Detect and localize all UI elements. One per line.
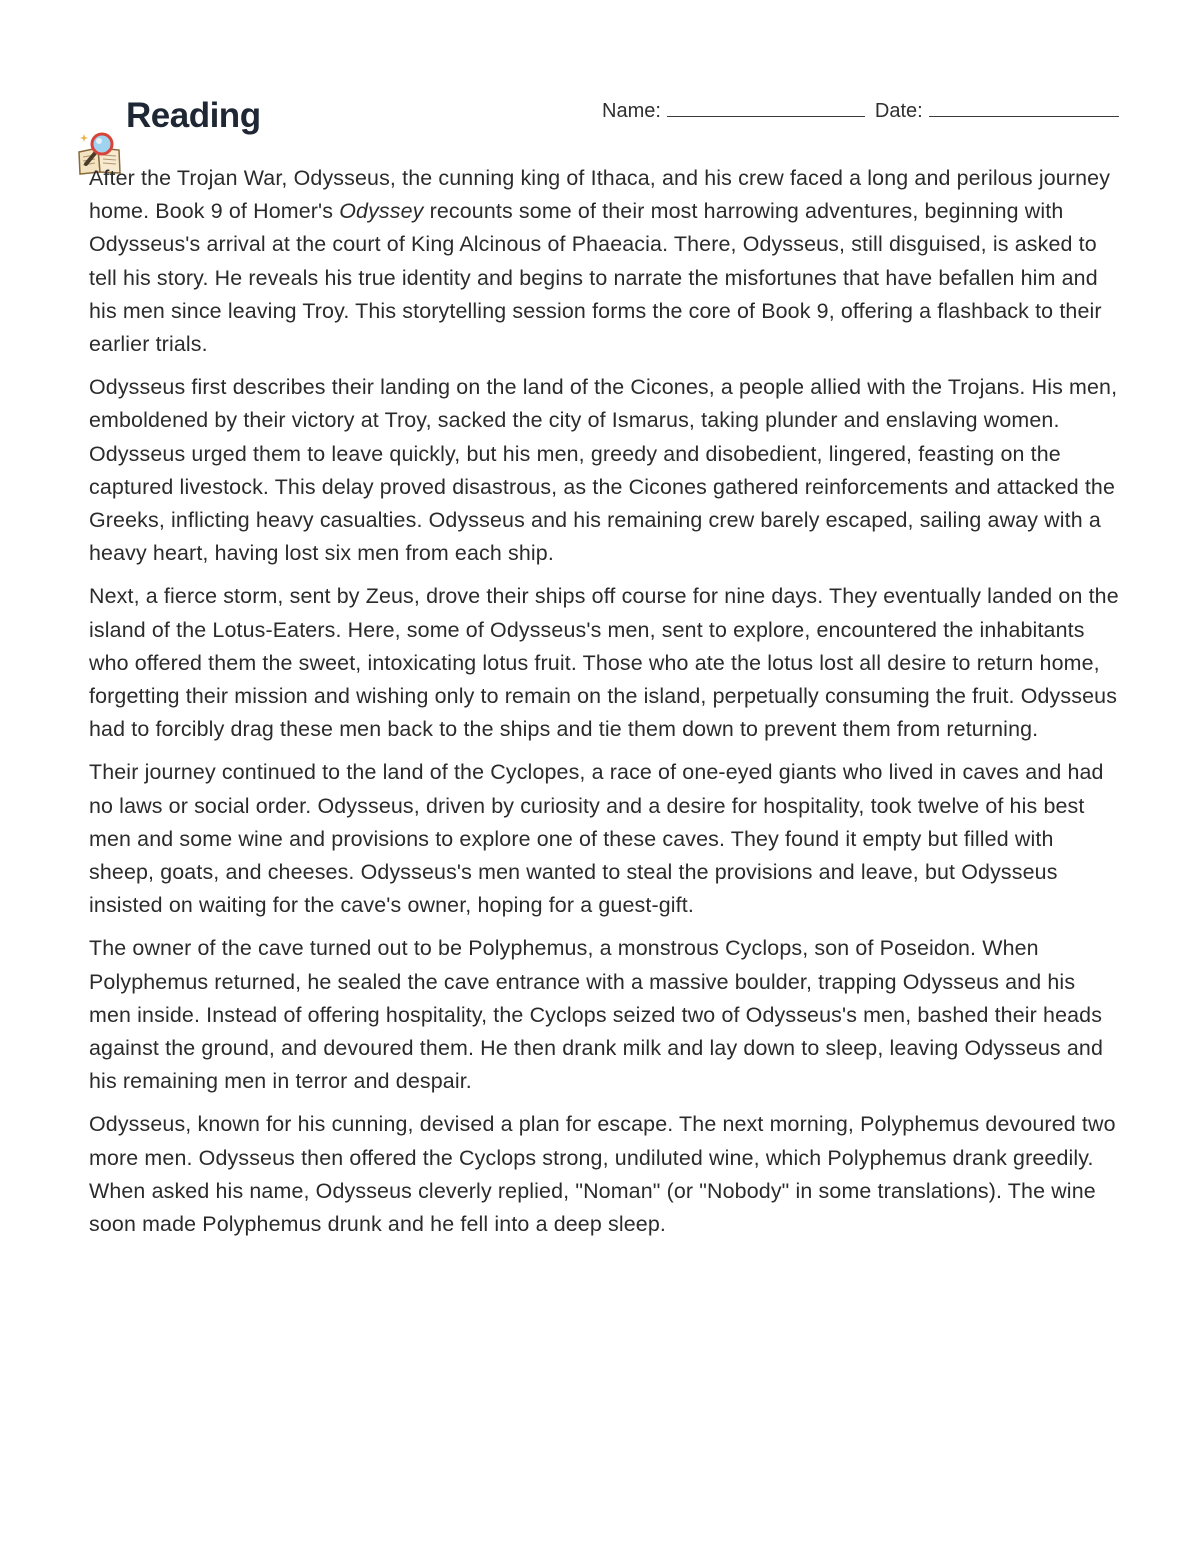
worksheet-header [0,0,1200,140]
book-title-emphasis: Odyssey [339,199,424,224]
reading-passage [89,162,1119,1251]
paragraph-2: Odysseus first describes their landing on the land of the Cicones, a people allied with the Trojans. His men, emboldened by their victory at Troy, sacked the city of Ismarus, taking plunder and enslaving women. Odysseus urged them to leave quickly, but his men, greedy and disobedient, lingered, feasting on the captured livestock. This delay proved disastrous, as the Cicones gathered reinforcements and attacked the Greeks, inflicting heavy casualties. Odysseus and his remaining crew barely escaped, sailing away with a heavy heart, having lost six men from each ship. [89,375,1118,566]
paragraph-3: Next, a fierce storm, sent by Zeus, drove their ships off course for nine days. They eventually landed on the island of the Lotus-Eaters. Here, some of Odysseus's men, sent to explore, encountered the inhabitants who offered them the sweet, intoxicating lotus fruit. Those who ate the lotus lost all desire to return home, forgetting their mission and wishing only to remain on the island, perpetually consuming the fruit. Odysseus had to forcibly drag these men back to the ships and tie them down to prevent them from returning. [89,584,1119,742]
date-blank[interactable] [929,96,1119,117]
name-blank[interactable] [667,96,865,117]
paragraph-1 [89,162,1119,361]
paragraph-6: Odysseus, known for his cunning, devised a plan for escape. The next morning, Polyphemus devoured two more men. Odysseus then offered the Cyclops strong, undiluted wine, which Polyphemus drank greedily. When asked his name, Odysseus cleverly replied, "Noman" (or "Nobody" in some translations). The wine soon made Polyphemus drunk and he fell into a deep sleep. [89,1112,1116,1237]
paragraph-4: Their journey continued to the land of the Cyclopes, a race of one-eyed giants who lived in caves and had no laws or social order. Odysseus, driven by curiosity and a desire for hospitality, took twelve of his best men and some wine and provisions to explore one of these caves. They found it empty but filled with sheep, goats, and cheeses. Odysseus's men wanted to steal the provisions and leave, but Odysseus insisted on waiting for the cave's owner, hoping for a guest-gift. [89,760,1104,918]
paragraph-5: The owner of the cave turned out to be Polyphemus, a monstrous Cyclops, son of Poseidon. When Polyphemus returned, he sealed the cave entrance with a massive boulder, trapping Odysseus and his men inside. Instead of offering hospitality, the Cyclops seized two of Odysseus's men, bashed their heads against the ground, and devoured them. He then drank milk and lay down to sleep, leaving Odysseus and his remaining men in terror and despair. [89,936,1104,1094]
paragraph-1-text-b: recounts some of their most harrowing adventures, beginning with Odysseus's arrival at the court of King Alcinous of Phaeacia. There, Odysseus, still disguised, is asked to tell his story. He reveals his true identity and begins to narrate the misfortunes that have befallen him and his men since leaving Troy. This storytelling session forms the core of Book 9, offering a flashback to their earlier trials. [89,199,1102,357]
page-title: Reading [126,96,261,135]
date-label: Date: [874,100,923,122]
name-label: Name: [602,100,661,122]
name-date-fields [602,96,1162,124]
paragraph-1-text-a: After the Trojan War, Odysseus, the cunning king of Ithaca, and his crew faced a long and perilous journey home. Book 9 of Homer's [89,166,1111,224]
